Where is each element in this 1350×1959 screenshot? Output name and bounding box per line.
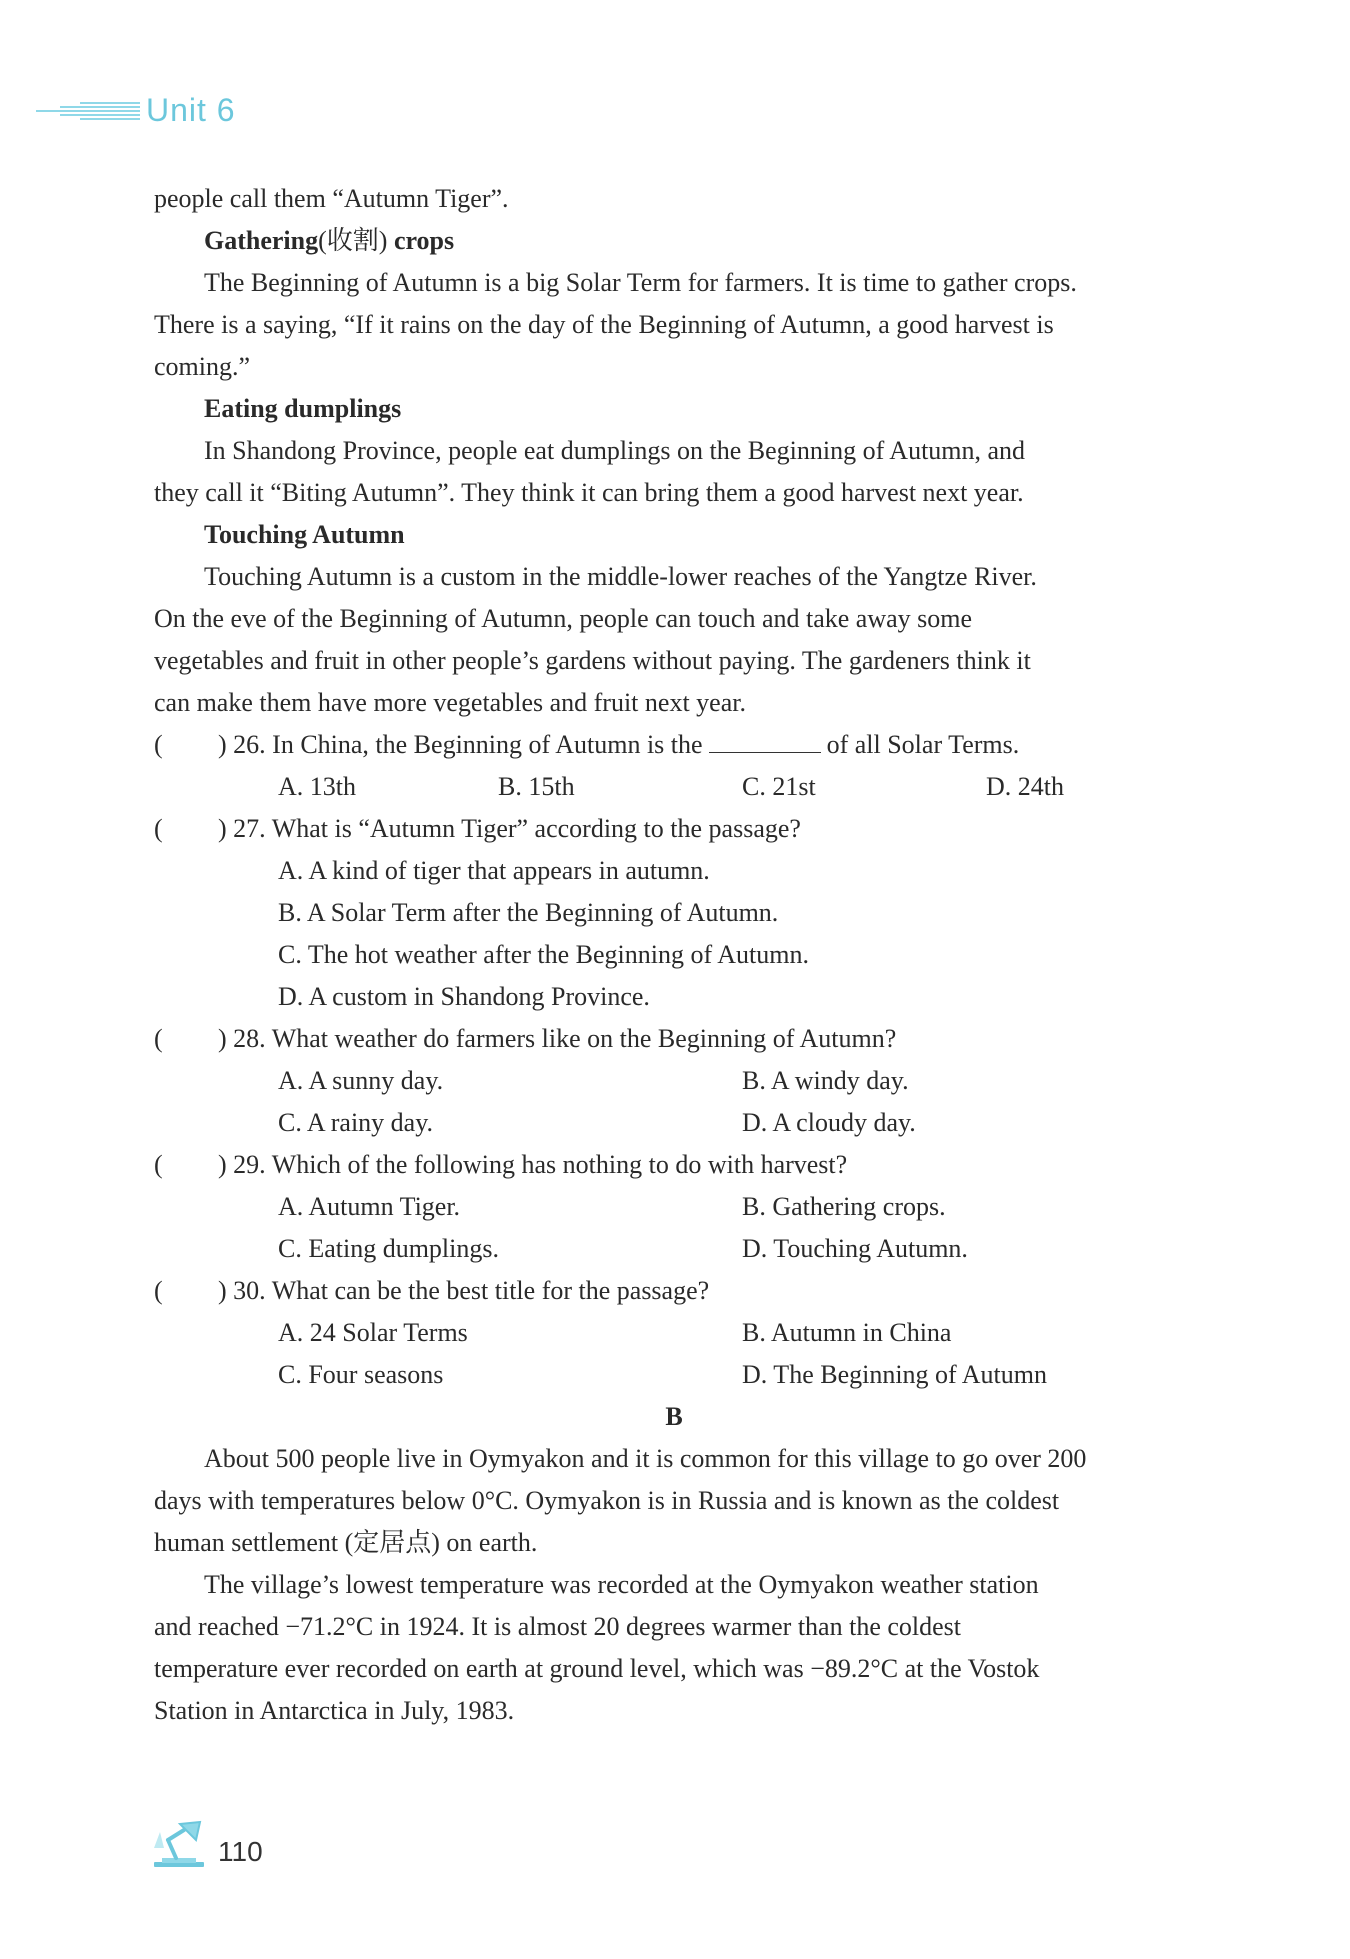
passage-line: people call them “Autumn Tiger”. bbox=[154, 184, 509, 213]
option-d: D. Touching Autumn. bbox=[742, 1234, 968, 1263]
passage-line: temperature ever recorded on earth at ground level, which was −89.2°C at the Vostok bbox=[154, 1654, 1040, 1683]
question-26: ( ) 26. In China, the Beginning of Autumn is the of all Solar Terms. bbox=[154, 724, 1194, 766]
question-27: ( ) 27. What is “Autumn Tiger” according to the passage? bbox=[154, 808, 1194, 850]
option-a: A. A sunny day. bbox=[278, 1066, 444, 1095]
passage-line: On the eve of the Beginning of Autumn, people can touch and take away some bbox=[154, 604, 973, 633]
option-b: B. A windy day. bbox=[742, 1066, 909, 1095]
desk-lamp-icon bbox=[150, 1818, 210, 1870]
passage-line: The village’s lowest temperature was recorded at the Oymyakon weather station bbox=[204, 1570, 1039, 1599]
answer-paren[interactable]: ( bbox=[154, 730, 163, 759]
answer-paren[interactable]: ( bbox=[154, 1150, 163, 1179]
option-a: A. A kind of tiger that appears in autumn. bbox=[278, 856, 710, 885]
passage-line: About 500 people live in Oymyakon and it is common for this village to go over 200 bbox=[204, 1444, 1087, 1473]
passage-line: they call it “Biting Autumn”. They think it can bring them a good harvest next year. bbox=[154, 478, 1024, 507]
passage-line: days with temperatures below 0°C. Oymyakon is in Russia and is known as the coldest bbox=[154, 1486, 1060, 1515]
header-stripes-decoration bbox=[30, 98, 140, 122]
passage-line: The Beginning of Autumn is a big Solar Term for farmers. It is time to gather crops. bbox=[204, 268, 1077, 297]
option-b: B. 15th bbox=[498, 772, 575, 801]
page-number: 110 bbox=[218, 1836, 263, 1867]
passage-line: vegetables and fruit in other people’s gardens without paying. The gardeners think it bbox=[154, 646, 1031, 675]
option-a: A. 13th bbox=[278, 772, 356, 801]
option-a: A. 24 Solar Terms bbox=[278, 1318, 468, 1347]
option-b: B. Autumn in China bbox=[742, 1318, 952, 1347]
option-c: C. A rainy day. bbox=[278, 1108, 434, 1137]
passage-line: Station in Antarctica in July, 1983. bbox=[154, 1696, 515, 1725]
passage-line: and reached −71.2°C in 1924. It is almost 20 degrees warmer than the coldest bbox=[154, 1612, 962, 1641]
section-b-heading: B bbox=[665, 1402, 683, 1431]
answer-paren[interactable]: ( bbox=[154, 1024, 163, 1053]
answer-blank[interactable] bbox=[709, 726, 821, 753]
section-heading-gathering: Gathering(收割) crops bbox=[204, 226, 455, 255]
option-c: C. Eating dumplings. bbox=[278, 1234, 499, 1263]
option-a: A. Autumn Tiger. bbox=[278, 1192, 461, 1221]
section-heading-eating-dumplings: Eating dumplings bbox=[204, 394, 402, 423]
option-c: C. The hot weather after the Beginning of Autumn. bbox=[278, 940, 809, 969]
passage-line: can make them have more vegetables and fruit next year. bbox=[154, 688, 746, 717]
question-28: ( ) 28. What weather do farmers like on the Beginning of Autumn? bbox=[154, 1018, 1194, 1060]
option-d: D. A cloudy day. bbox=[742, 1108, 916, 1137]
option-b: B. Gathering crops. bbox=[742, 1192, 946, 1221]
question-29: ( ) 29. Which of the following has nothing to do with harvest? bbox=[154, 1144, 1194, 1186]
option-d: D. A custom in Shandong Province. bbox=[278, 982, 650, 1011]
unit-title: Unit 6 bbox=[146, 91, 236, 128]
option-b: B. A Solar Term after the Beginning of Autumn. bbox=[278, 898, 779, 927]
question-30: ( ) 30. What can be the best title for the passage? bbox=[154, 1270, 1194, 1312]
passage-line: coming.” bbox=[154, 352, 251, 381]
page-content bbox=[154, 178, 1194, 1732]
option-d: D. The Beginning of Autumn bbox=[742, 1360, 1048, 1389]
unit-header bbox=[30, 88, 236, 132]
option-d: D. 24th bbox=[986, 772, 1064, 801]
passage-line: There is a saying, “If it rains on the day of the Beginning of Autumn, a good harvest is bbox=[154, 310, 1054, 339]
answer-paren[interactable]: ( bbox=[154, 1276, 163, 1305]
passage-line: Touching Autumn is a custom in the middle-lower reaches of the Yangtze River. bbox=[204, 562, 1037, 591]
options-26 bbox=[154, 766, 1194, 808]
option-c: C. 21st bbox=[742, 772, 816, 801]
passage-line: human settlement (定居点) on earth. bbox=[154, 1528, 538, 1557]
section-heading-touching-autumn: Touching Autumn bbox=[204, 520, 405, 549]
answer-paren[interactable]: ( bbox=[154, 814, 163, 843]
page-footer bbox=[150, 1818, 263, 1870]
passage-line: In Shandong Province, people eat dumplings on the Beginning of Autumn, and bbox=[204, 436, 1026, 465]
option-c: C. Four seasons bbox=[278, 1360, 444, 1389]
